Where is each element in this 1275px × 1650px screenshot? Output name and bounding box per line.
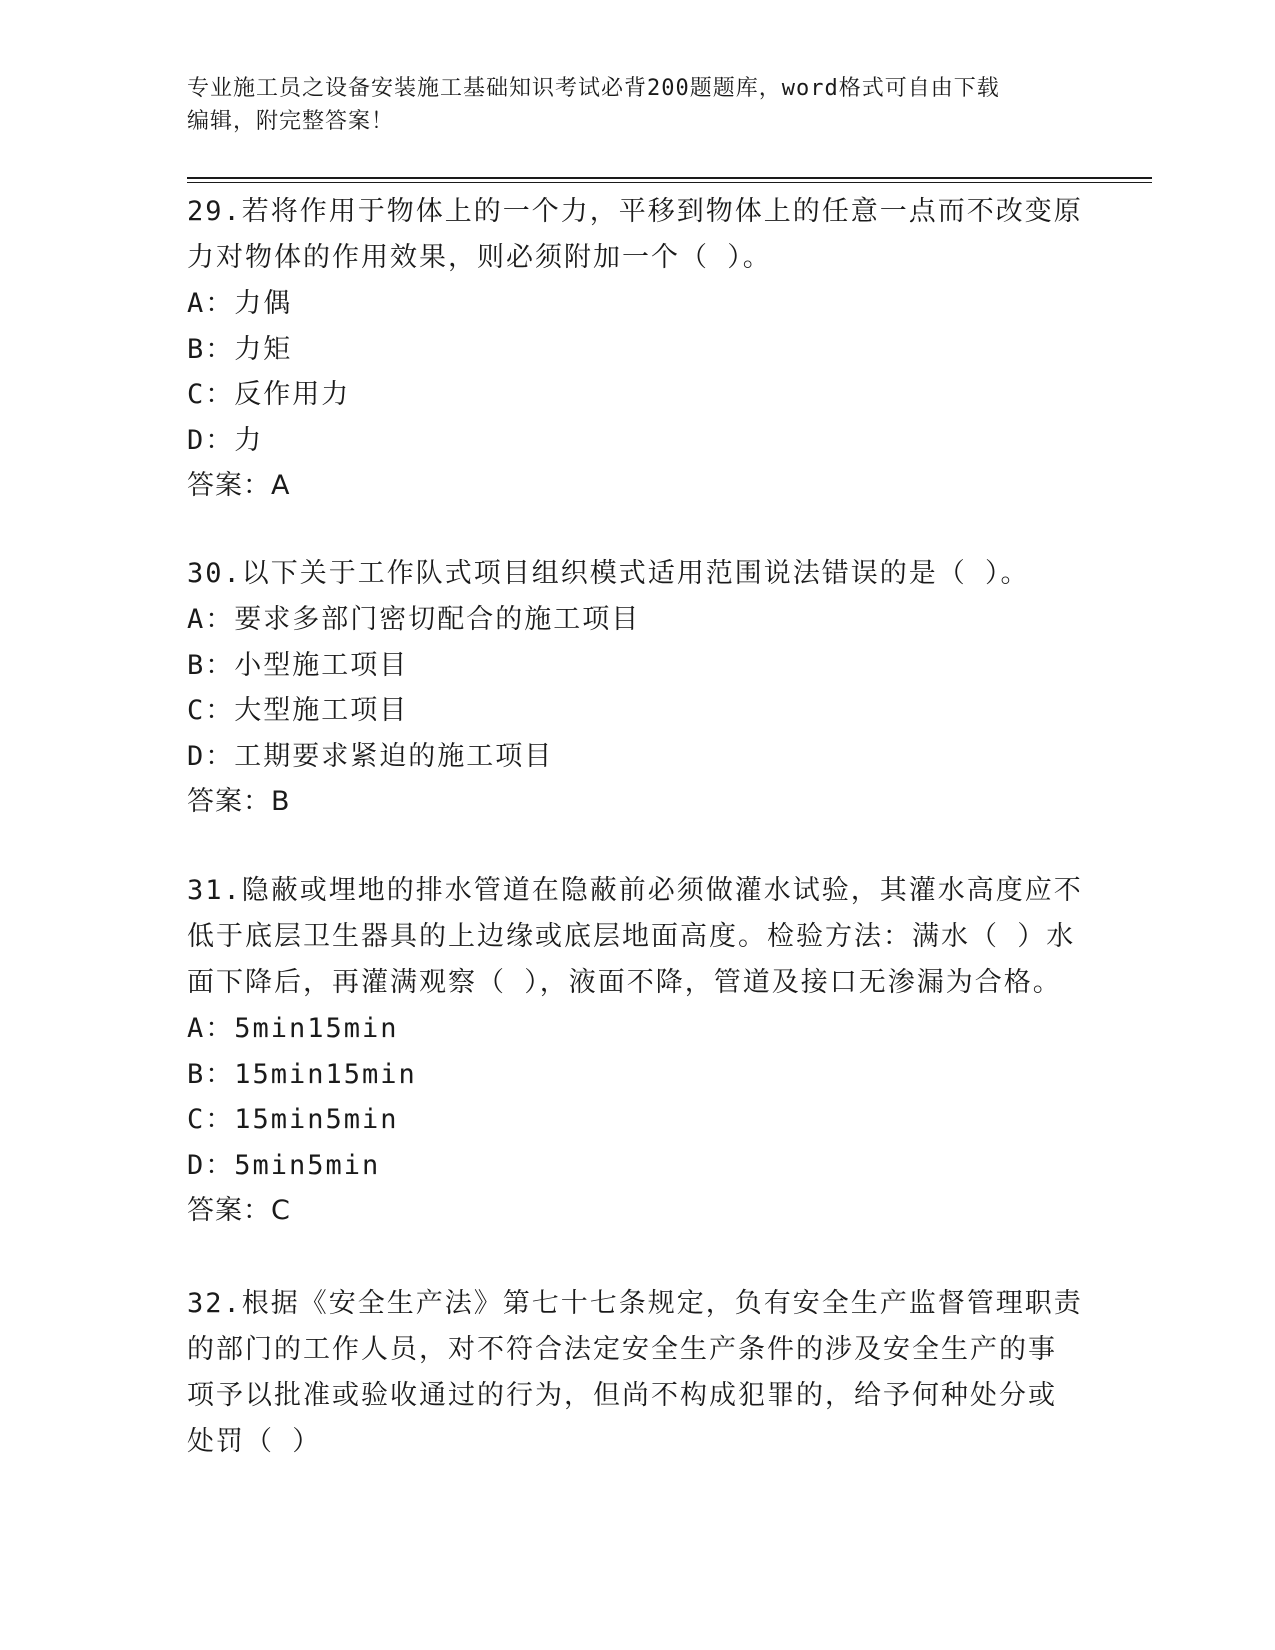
answer-label: 答案：B	[187, 786, 291, 817]
header-divider-thick	[187, 177, 1152, 179]
question-stem-line: 低于底层卫生器具的上边缘或底层地面高度。检验方法：满水（ ）水	[187, 921, 1076, 952]
option-a: A：5min15min	[187, 1013, 399, 1044]
question-stem-line: 处罚（ ）	[187, 1426, 322, 1457]
question-stem-line: 32.根据《安全生产法》第七十七条规定，负有安全生产监督管理职责	[187, 1288, 1083, 1319]
option-b: B：15min15min	[187, 1058, 417, 1090]
question-32	[187, 1281, 1087, 1465]
option-c: C：反作用力	[187, 379, 351, 410]
option-c: C：15min5min	[187, 1104, 399, 1135]
option-b: B：力矩	[187, 333, 293, 365]
question-stem-line: 的部门的工作人员，对不符合法定安全生产条件的涉及安全生产的事	[187, 1334, 1057, 1365]
answer-label: 答案：A	[187, 470, 291, 501]
question-stem-line: 29.若将作用于物体上的一个力，平移到物体上的任意一点而不改变原	[187, 196, 1083, 227]
question-stem-line: 30.以下关于工作队式项目组织模式适用范围说法错误的是（ ）。	[187, 558, 1030, 589]
question-stem-line: 力对物体的作用效果，则必须附加一个（ ）。	[187, 242, 772, 273]
option-d: D：5min5min	[187, 1149, 381, 1181]
header-divider-thin	[187, 182, 1152, 183]
option-d: D：力	[187, 424, 264, 456]
option-d: D：工期要求紧迫的施工项目	[187, 740, 554, 772]
option-b: B：小型施工项目	[187, 649, 409, 681]
option-a: A：力偶	[187, 288, 293, 319]
question-31	[187, 868, 1087, 1234]
header-line-2: 编辑，附完整答案！	[187, 109, 395, 134]
question-30	[187, 551, 1087, 825]
header-line-1: 专业施工员之设备安装施工基础知识考试必背200题题库，word格式可自由下载	[187, 76, 1000, 101]
question-stem-line: 项予以批准或验收通过的行为，但尚不构成犯罪的，给予何种处分或	[187, 1380, 1057, 1411]
option-a: A：要求多部门密切配合的施工项目	[187, 604, 641, 635]
answer-label: 答案：C	[187, 1195, 291, 1226]
document-header	[187, 72, 1067, 138]
question-stem-line: 面下降后，再灌满观察（ ），液面不降，管道及接口无渗漏为合格。	[187, 967, 1062, 998]
option-c: C：大型施工项目	[187, 695, 409, 726]
question-stem-line: 31.隐蔽或埋地的排水管道在隐蔽前必须做灌水试验，其灌水高度应不	[187, 875, 1083, 906]
question-29	[187, 189, 1087, 509]
